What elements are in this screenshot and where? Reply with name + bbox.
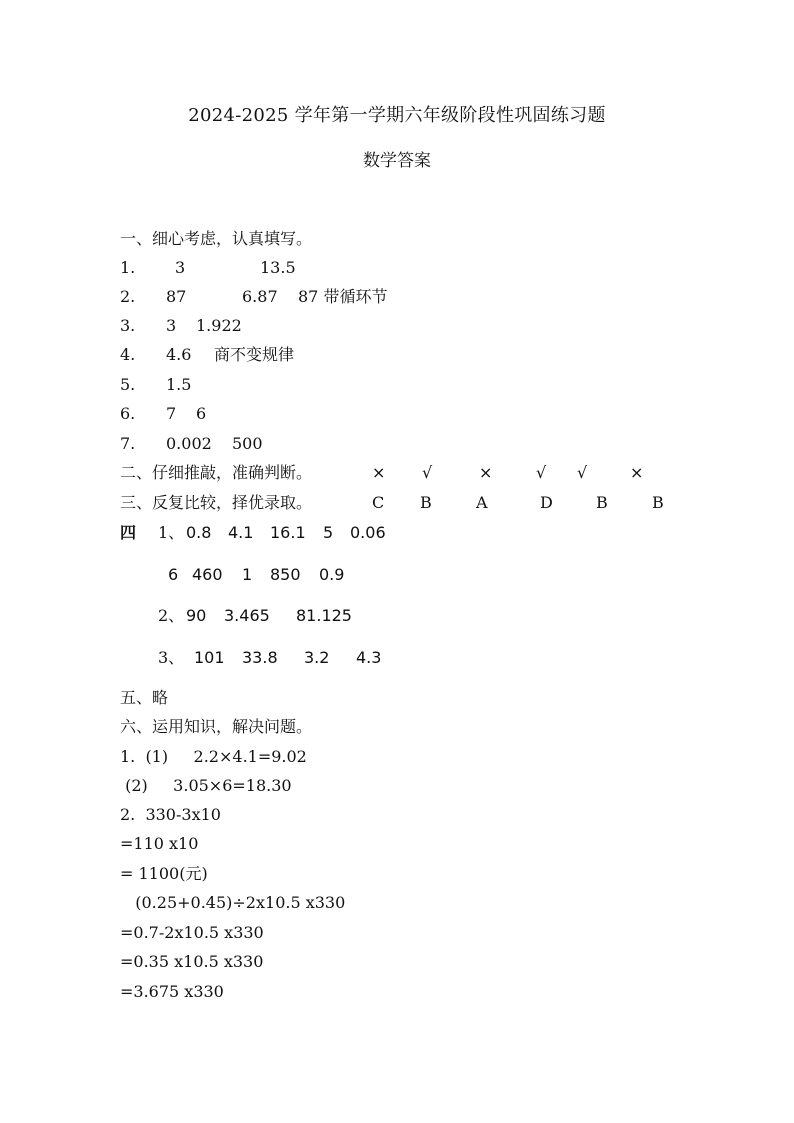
choice-answer: B: [596, 493, 608, 512]
page-subtitle: 数学答案: [363, 151, 431, 171]
answer-value: 87 带循环节: [298, 287, 388, 306]
sub-item-label: 3、: [158, 648, 185, 667]
solution-line: = 1100(元): [120, 864, 208, 883]
calc-answer: 0.06: [350, 523, 386, 542]
answer-value: 7: [166, 404, 177, 423]
answer-value: 0.002: [166, 434, 212, 453]
calc-answer: 3.2: [304, 648, 330, 667]
choice-answer: B: [652, 493, 664, 512]
judgment-answer: ×: [630, 463, 644, 482]
calc-answer: 850: [270, 565, 301, 584]
item-number: 4.: [120, 345, 136, 364]
calc-answer: 3.465: [224, 606, 270, 625]
calc-answer: 4.3: [356, 648, 382, 667]
item-number: 2.: [120, 287, 136, 306]
solution-line: =0.35 x10.5 x330: [120, 952, 264, 971]
calc-answer: 81.125: [296, 606, 352, 625]
calc-answer: 6: [168, 565, 179, 584]
calc-answer: 5: [323, 523, 334, 542]
answer-value: 4.6: [166, 345, 192, 364]
answer-value: 1.922: [196, 316, 242, 335]
calc-answer: 33.8: [242, 648, 278, 667]
choice-answer: D: [540, 493, 553, 512]
choice-answer: C: [372, 493, 385, 512]
judgment-answer: √: [536, 463, 547, 482]
sub-item-label: 2、: [158, 606, 185, 625]
section-3-heading: 三、反复比较，择优录取。: [120, 493, 313, 512]
calc-answer: 0.8: [186, 523, 212, 542]
answer-value: 3: [175, 258, 186, 277]
solution-line: 1. (1) 2.2×4.1=9.02: [120, 747, 307, 766]
solution-line: (0.25+0.45)÷2x10.5 x330: [120, 893, 346, 912]
choice-answer: A: [476, 493, 488, 512]
solution-line: =110 x10: [120, 834, 199, 853]
solution-line: =3.675 x330: [120, 982, 224, 1001]
section-4-heading: 四: [120, 523, 137, 542]
answer-value: 13.5: [260, 258, 296, 277]
answer-value: 87: [166, 287, 187, 306]
page-title: 2024-2025 学年第一学期六年级阶段性巩固练习题: [188, 105, 606, 126]
section-6-heading: 六、运用知识，解决问题。: [120, 717, 313, 736]
solution-line: =0.7-2x10.5 x330: [120, 923, 264, 942]
section-2-heading: 二、仔细推敲，准确判断。: [120, 463, 313, 482]
item-number: 1.: [120, 258, 136, 277]
calc-answer: 1: [242, 565, 253, 584]
judgment-answer: √: [577, 463, 588, 482]
choice-answer: B: [420, 493, 432, 512]
section-1-heading: 一、细心考虑，认真填写。: [120, 229, 313, 248]
answer-value: 500: [232, 434, 263, 453]
solution-line: (2) 3.05×6=18.30: [120, 776, 292, 795]
calc-answer: 90: [186, 606, 207, 625]
calc-answer: 0.9: [319, 565, 345, 584]
item-number: 5.: [120, 375, 136, 394]
answer-value: 1.5: [166, 375, 192, 394]
answer-value: 商不变规律: [214, 345, 295, 364]
judgment-answer: ×: [372, 463, 386, 482]
judgment-answer: ×: [479, 463, 493, 482]
answer-value: 6: [196, 404, 207, 423]
sub-item-label: 1、: [158, 523, 185, 542]
calc-answer: 101: [194, 648, 225, 667]
calc-answer: 4.1: [228, 523, 254, 542]
item-number: 3.: [120, 316, 136, 335]
solution-line: 2. 330-3x10: [120, 805, 221, 824]
section-5-heading: 五、略: [120, 688, 169, 707]
calc-answer: 16.1: [270, 523, 306, 542]
item-number: 6.: [120, 404, 136, 423]
item-number: 7.: [120, 434, 136, 453]
judgment-answer: √: [422, 463, 433, 482]
answer-value: 6.87: [242, 287, 278, 306]
calc-answer: 460: [192, 565, 223, 584]
answer-value: 3: [166, 316, 177, 335]
